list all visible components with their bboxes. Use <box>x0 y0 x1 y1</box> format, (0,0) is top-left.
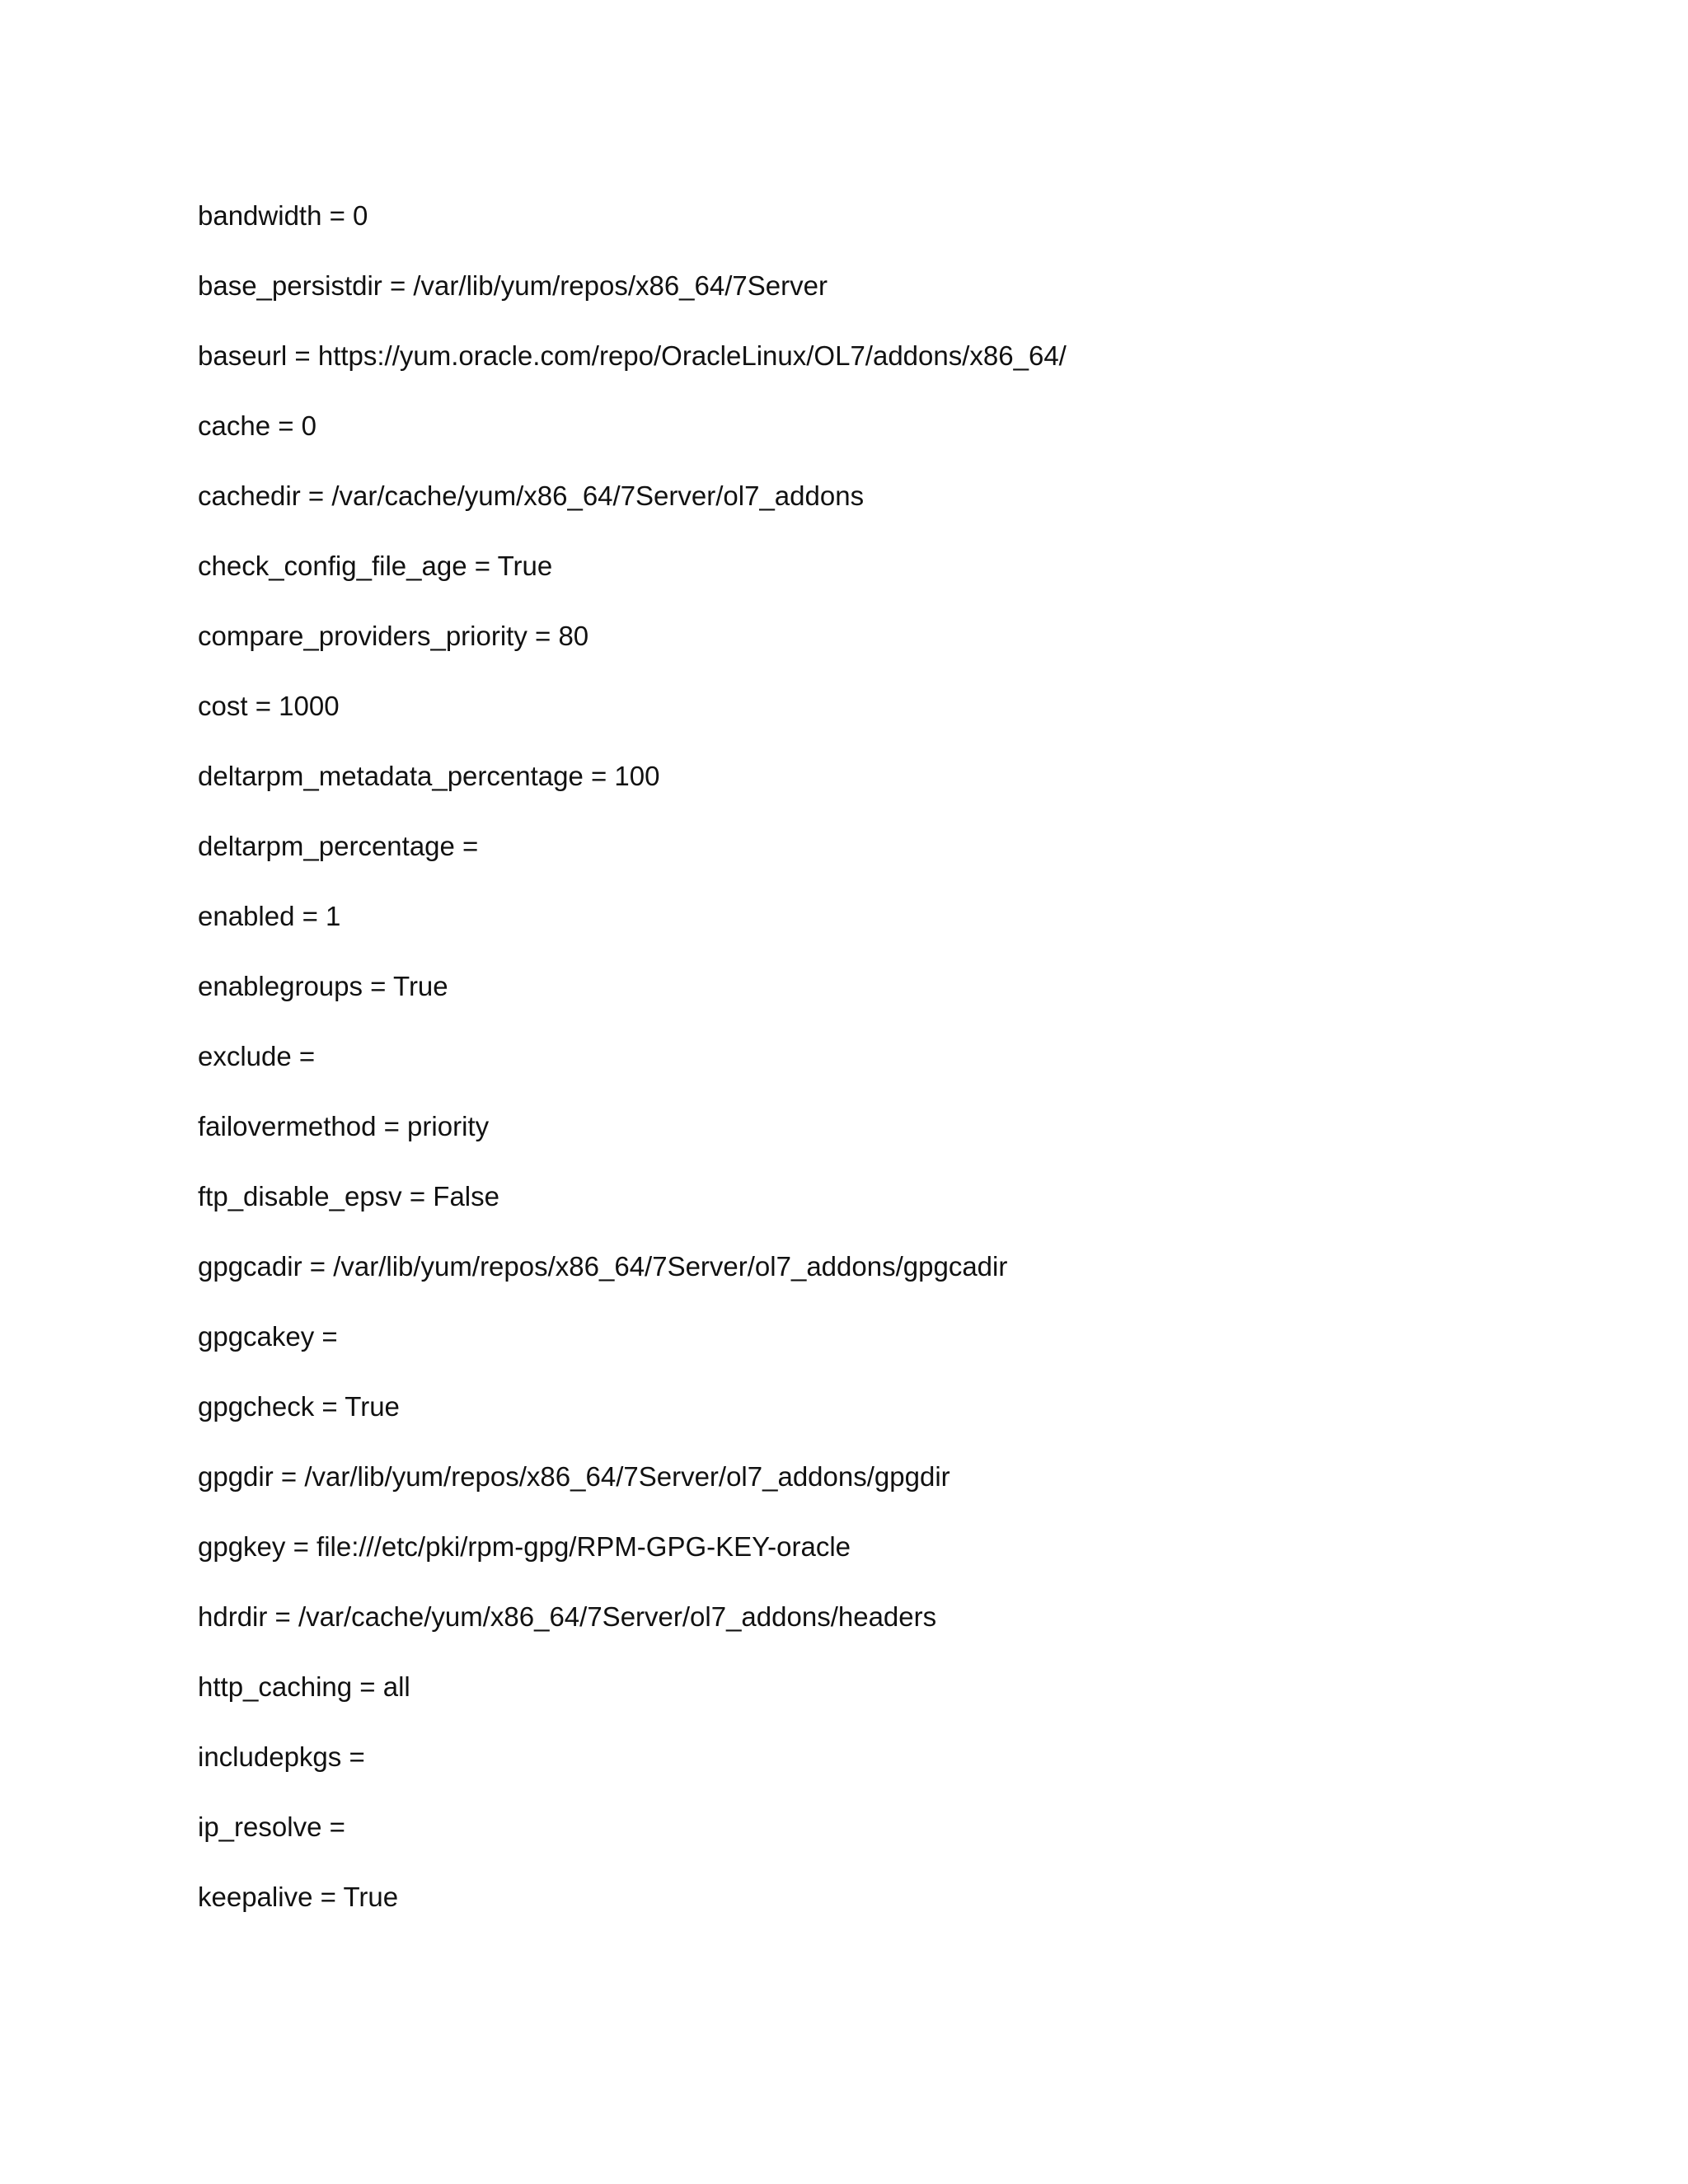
config-line-failovermethod: failovermethod = priority <box>198 1111 490 1141</box>
config-line-cachedir: cachedir = /var/cache/yum/x86_64/7Server/ol7_addons <box>198 480 865 511</box>
config-line-cache: cache = 0 <box>198 410 317 441</box>
config-list <box>198 198 1067 1949</box>
config-line-includepkgs: includepkgs = <box>198 1741 365 1772</box>
config-line-deltarpm-percentage: deltarpm_percentage = <box>198 831 479 861</box>
config-line-bandwidth: bandwidth = 0 <box>198 200 368 231</box>
config-line-ftp-disable-epsv: ftp_disable_epsv = False <box>198 1181 499 1212</box>
config-line-keepalive: keepalive = True <box>198 1882 399 1912</box>
config-line-enabled: enabled = 1 <box>198 901 341 931</box>
config-line-gpgdir: gpgdir = /var/lib/yum/repos/x86_64/7Server/ol7_addons/gpgdir <box>198 1461 950 1492</box>
config-line-gpgcadir: gpgcadir = /var/lib/yum/repos/x86_64/7Server/ol7_addons/gpgcadir <box>198 1251 1008 1282</box>
config-line-enablegroups: enablegroups = True <box>198 971 448 1001</box>
config-line-compare-providers-priority: compare_providers_priority = 80 <box>198 621 589 651</box>
config-line-ip-resolve: ip_resolve = <box>198 1811 345 1842</box>
config-line-gpgcheck: gpgcheck = True <box>198 1391 400 1422</box>
config-line-cost: cost = 1000 <box>198 691 340 721</box>
config-line-baseurl: baseurl = https://yum.oracle.com/repo/OracleLinux/OL7/addons/x86_64/ <box>198 340 1067 371</box>
config-line-hdrdir: hdrdir = /var/cache/yum/x86_64/7Server/ol7_addons/headers <box>198 1601 937 1632</box>
config-line-gpgcakey: gpgcakey = <box>198 1321 338 1352</box>
config-line-base-persistdir: base_persistdir = /var/lib/yum/repos/x86_64/7Server <box>198 270 828 301</box>
config-line-deltarpm-metadata-percentage: deltarpm_metadata_percentage = 100 <box>198 761 660 791</box>
config-line-http-caching: http_caching = all <box>198 1671 410 1702</box>
config-line-check-config-file-age: check_config_file_age = True <box>198 551 553 581</box>
config-line-gpgkey: gpgkey = file:///etc/pki/rpm-gpg/RPM-GPG-KEY-oracle <box>198 1531 851 1562</box>
config-line-exclude: exclude = <box>198 1041 316 1071</box>
